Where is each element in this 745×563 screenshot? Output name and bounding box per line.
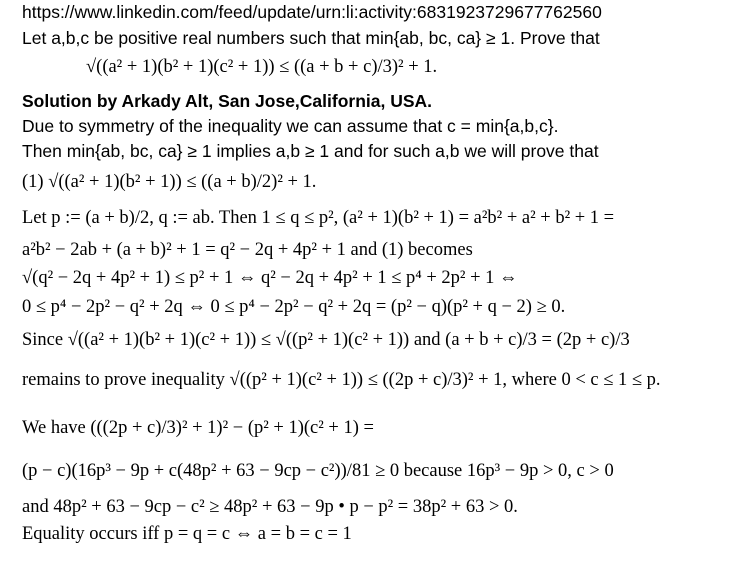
equality-conclusion: Equality occurs iff p = q = c ⇔ a = b = c = 1 [22,524,352,544]
text-line: (p − c)(16p³ − 9p + c(48p² + 63 − 9cp − c²))/81 ≥ 0 because 16p³ − 9p > 0, c > 0 [22,461,614,481]
text-line: remains to prove inequality √((p² + 1)(c² + 1)) ≤ ((2p + c)/3)² + 1, where 0 < c ≤ 1 ≤ p. [22,370,661,390]
text-line: Then min{ab, bc, ca} ≥ 1 implies a,b ≥ 1 and for such a,b we will prove that [22,141,599,161]
text-line: Let p := (a + b)/2, q := ab. Then 1 ≤ q ≤ p², (a² + 1)(b² + 1) = a²b² + a² + b² + 1 = [22,208,615,228]
factorization-line: 0 ≤ p⁴ − 2p² − q² + 2q ⇔ 0 ≤ p⁴ − 2p² − q² + 2q = (p² − q)(p² + q − 2) ≥ 0. [22,297,566,317]
solution-heading: Solution by Arkady Alt, San Jose,California, USA. [22,91,433,111]
main-inequality: √((a² + 1)(b² + 1)(c² + 1)) ≤ ((a + b + c)/3)² + 1. [86,57,438,77]
text-line: Since √((a² + 1)(b² + 1)(c² + 1)) ≤ √((p² + 1)(c² + 1)) and (a + b + c)/3 = (2p + c)/3 [22,330,630,350]
text-line: a²b² − 2ab + (a + b)² + 1 = q² − 2q + 4p² + 1 and (1) becomes [22,240,473,260]
text-line: Due to symmetry of the inequality we can assume that c = min{a,b,c}. [22,116,559,136]
equivalence-line: √(q² − 2q + 4p² + 1) ≤ p² + 1 ⇔ q² − 2q + 4p² + 1 ≤ p⁴ + 2p² + 1 ⇔ [22,268,518,288]
equation-1: (1) √((a² + 1)(b² + 1)) ≤ ((a + b)/2)² + 1. [22,172,317,192]
problem-statement: Let a,b,c be positive real numbers such that min{ab, bc, ca} ≥ 1. Prove that [22,28,600,48]
text-line: We have (((2p + c)/3)² + 1)² − (p² + 1)(c² + 1) = [22,418,374,438]
text-line: and 48p² + 63 − 9cp − c² ≥ 48p² + 63 − 9p • p − p² = 38p² + 63 > 0. [22,497,518,517]
source-url: https://www.linkedin.com/feed/update/urn:li:activity:6831923729677762560 [22,2,602,22]
